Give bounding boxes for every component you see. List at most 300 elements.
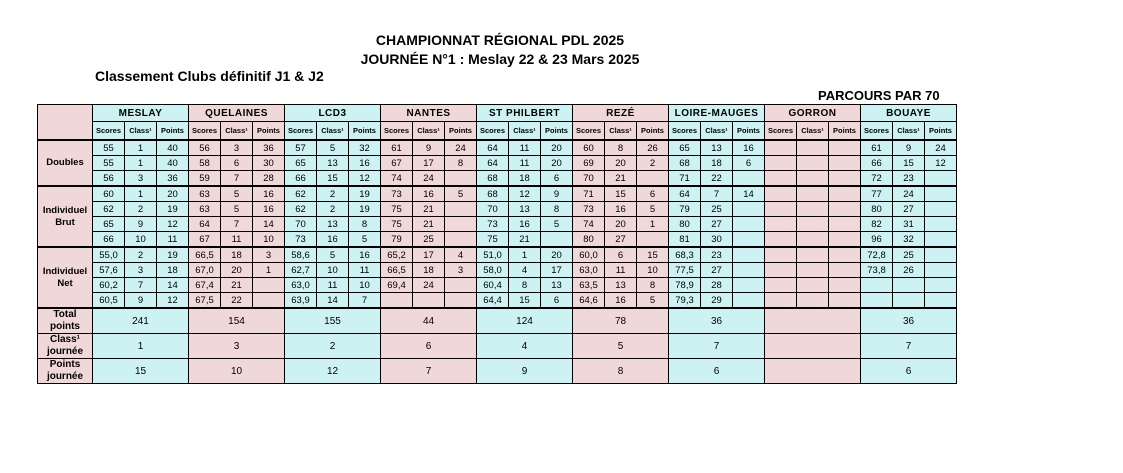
score-cell xyxy=(797,247,829,263)
column-header: Scores xyxy=(669,122,701,141)
score-cell xyxy=(637,232,669,248)
score-cell: 40 xyxy=(157,140,189,156)
score-cell: 10 xyxy=(253,232,285,248)
score-cell: 23 xyxy=(893,171,925,187)
score-cell xyxy=(733,293,765,309)
score-cell: 16 xyxy=(509,217,541,232)
score-cell xyxy=(733,171,765,187)
score-cell: 16 xyxy=(413,186,445,202)
score-cell: 25 xyxy=(893,247,925,263)
score-cell: 27 xyxy=(701,263,733,278)
score-cell: 7 xyxy=(125,278,157,293)
summary-value xyxy=(765,359,861,384)
score-cell: 16 xyxy=(605,202,637,217)
score-cell: 16 xyxy=(349,247,381,263)
score-cell: 28 xyxy=(701,278,733,293)
score-cell: 6 xyxy=(541,293,573,309)
summary-value xyxy=(765,334,861,359)
score-cell: 20 xyxy=(541,140,573,156)
score-cell xyxy=(829,186,861,202)
score-cell: 15 xyxy=(605,186,637,202)
score-cell xyxy=(733,232,765,248)
score-cell: 1 xyxy=(125,140,157,156)
score-cell: 62,7 xyxy=(285,263,317,278)
score-cell: 57 xyxy=(285,140,317,156)
score-cell: 8 xyxy=(509,278,541,293)
summary-value: 7 xyxy=(381,359,477,384)
score-cell: 13 xyxy=(541,278,573,293)
score-cell: 19 xyxy=(157,202,189,217)
score-cell: 71 xyxy=(573,186,605,202)
score-cell: 3 xyxy=(125,263,157,278)
score-cell xyxy=(925,202,957,217)
score-cell: 6 xyxy=(733,156,765,171)
score-cell xyxy=(445,202,477,217)
score-cell: 11 xyxy=(509,140,541,156)
score-cell: 13 xyxy=(317,217,349,232)
column-header: Points xyxy=(157,122,189,141)
score-cell: 5 xyxy=(317,247,349,263)
score-cell: 71 xyxy=(669,171,701,187)
score-cell: 63 xyxy=(189,186,221,202)
score-cell xyxy=(445,171,477,187)
score-cell: 70 xyxy=(573,171,605,187)
score-cell: 16 xyxy=(605,293,637,309)
score-cell: 73,8 xyxy=(861,263,893,278)
column-header: Scores xyxy=(381,122,413,141)
score-cell xyxy=(829,232,861,248)
score-cell: 67 xyxy=(189,232,221,248)
score-cell: 7 xyxy=(701,186,733,202)
score-cell xyxy=(765,232,797,248)
score-cell: 8 xyxy=(349,217,381,232)
score-cell: 30 xyxy=(253,156,285,171)
score-cell xyxy=(829,217,861,232)
column-header: Points xyxy=(253,122,285,141)
summary-value: 5 xyxy=(573,334,669,359)
column-header: Class¹ xyxy=(413,122,445,141)
score-cell: 1 xyxy=(125,186,157,202)
score-cell: 15 xyxy=(317,171,349,187)
score-cell: 21 xyxy=(509,232,541,248)
score-cell: 1 xyxy=(125,156,157,171)
score-cell: 18 xyxy=(221,247,253,263)
score-cell: 21 xyxy=(221,278,253,293)
score-row xyxy=(38,263,957,278)
score-cell: 67 xyxy=(381,156,413,171)
category-label: Individuel Brut xyxy=(38,186,93,247)
score-cell: 24 xyxy=(893,186,925,202)
summary-value: 154 xyxy=(189,308,285,334)
score-cell: 2 xyxy=(125,247,157,263)
score-cell: 68 xyxy=(477,171,509,187)
score-cell xyxy=(893,278,925,293)
score-cell: 6 xyxy=(541,171,573,187)
score-cell: 12 xyxy=(157,217,189,232)
score-cell: 69,4 xyxy=(381,278,413,293)
score-cell: 31 xyxy=(893,217,925,232)
club-header: REZÉ xyxy=(573,105,669,122)
club-header-row xyxy=(38,105,957,122)
score-cell: 67,4 xyxy=(189,278,221,293)
score-cell: 11 xyxy=(605,263,637,278)
score-cell xyxy=(861,293,893,309)
score-cell: 73 xyxy=(285,232,317,248)
summary-value: 36 xyxy=(669,308,765,334)
score-cell: 75 xyxy=(381,217,413,232)
score-cell: 6 xyxy=(605,247,637,263)
score-cell: 62 xyxy=(93,202,125,217)
score-row xyxy=(38,247,957,263)
score-cell: 61 xyxy=(861,140,893,156)
score-cell xyxy=(765,293,797,309)
score-cell: 64 xyxy=(189,217,221,232)
score-cell: 55,0 xyxy=(93,247,125,263)
summary-row xyxy=(38,359,957,384)
score-cell: 7 xyxy=(349,293,381,309)
score-cell: 20 xyxy=(157,186,189,202)
score-cell: 67,0 xyxy=(189,263,221,278)
score-cell: 68 xyxy=(669,156,701,171)
score-row xyxy=(38,202,957,217)
summary-value: 241 xyxy=(93,308,189,334)
club-header: ST PHILBERT xyxy=(477,105,573,122)
score-cell: 63,0 xyxy=(285,278,317,293)
score-cell: 5 xyxy=(349,232,381,248)
score-cell: 5 xyxy=(445,186,477,202)
score-cell: 18 xyxy=(701,156,733,171)
summary-value: 15 xyxy=(93,359,189,384)
score-cell: 15 xyxy=(637,247,669,263)
score-cell xyxy=(445,278,477,293)
club-header: BOUAYE xyxy=(861,105,957,122)
score-cell xyxy=(733,202,765,217)
summary-row xyxy=(38,308,957,334)
score-cell: 80 xyxy=(669,217,701,232)
score-cell: 20 xyxy=(605,217,637,232)
score-cell: 16 xyxy=(253,186,285,202)
ranking-subtitle: Classement Clubs définitif J1 & J2 xyxy=(95,68,324,84)
score-cell: 8 xyxy=(637,278,669,293)
score-cell: 63,9 xyxy=(285,293,317,309)
score-cell: 58 xyxy=(189,156,221,171)
score-cell: 2 xyxy=(125,202,157,217)
score-cell: 14 xyxy=(317,293,349,309)
score-cell: 64 xyxy=(477,156,509,171)
score-cell: 8 xyxy=(445,156,477,171)
score-cell: 66 xyxy=(861,156,893,171)
score-cell: 1 xyxy=(509,247,541,263)
score-cell xyxy=(765,217,797,232)
score-cell: 2 xyxy=(317,202,349,217)
score-cell: 60 xyxy=(573,140,605,156)
score-row xyxy=(38,186,957,202)
summary-label: Total points xyxy=(38,308,93,334)
score-cell xyxy=(445,293,477,309)
column-header: Scores xyxy=(861,122,893,141)
summary-value: 78 xyxy=(573,308,669,334)
score-cell xyxy=(829,263,861,278)
score-cell: 24 xyxy=(445,140,477,156)
summary-value: 1 xyxy=(93,334,189,359)
score-cell: 36 xyxy=(253,140,285,156)
score-cell xyxy=(797,140,829,156)
club-header: MESLAY xyxy=(93,105,189,122)
column-header: Points xyxy=(925,122,957,141)
summary-value: 3 xyxy=(189,334,285,359)
score-cell: 66 xyxy=(93,232,125,248)
column-header: Points xyxy=(829,122,861,141)
score-cell xyxy=(765,202,797,217)
score-cell xyxy=(765,156,797,171)
score-cell: 24 xyxy=(413,171,445,187)
score-cell: 74 xyxy=(381,171,413,187)
summary-value: 155 xyxy=(285,308,381,334)
score-cell: 13 xyxy=(317,156,349,171)
score-cell: 9 xyxy=(413,140,445,156)
score-cell: 21 xyxy=(605,171,637,187)
score-cell: 65 xyxy=(669,140,701,156)
score-cell: 21 xyxy=(413,217,445,232)
score-cell: 66,5 xyxy=(189,247,221,263)
score-cell: 14 xyxy=(253,217,285,232)
score-cell: 57,6 xyxy=(93,263,125,278)
column-header: Class¹ xyxy=(317,122,349,141)
score-cell: 12 xyxy=(509,186,541,202)
score-cell: 63,5 xyxy=(573,278,605,293)
score-cell xyxy=(797,217,829,232)
score-cell: 14 xyxy=(733,186,765,202)
score-cell xyxy=(829,140,861,156)
score-cell: 80 xyxy=(573,232,605,248)
score-cell: 7 xyxy=(221,217,253,232)
score-cell: 3 xyxy=(221,140,253,156)
score-cell xyxy=(925,263,957,278)
score-cell: 11 xyxy=(221,232,253,248)
score-cell: 65 xyxy=(93,217,125,232)
score-cell: 11 xyxy=(157,232,189,248)
column-header: Scores xyxy=(285,122,317,141)
score-cell: 74 xyxy=(573,217,605,232)
score-cell: 27 xyxy=(701,217,733,232)
score-cell: 59 xyxy=(189,171,221,187)
column-header: Class¹ xyxy=(701,122,733,141)
score-cell: 68 xyxy=(477,186,509,202)
score-cell: 6 xyxy=(637,186,669,202)
score-cell xyxy=(733,217,765,232)
score-row xyxy=(38,140,957,156)
score-cell: 73 xyxy=(573,202,605,217)
score-row xyxy=(38,156,957,171)
score-cell: 60,4 xyxy=(477,278,509,293)
column-header: Class¹ xyxy=(893,122,925,141)
score-cell: 27 xyxy=(605,232,637,248)
score-cell: 40 xyxy=(157,156,189,171)
score-cell: 12 xyxy=(349,171,381,187)
score-cell: 12 xyxy=(157,293,189,309)
score-cell: 10 xyxy=(349,278,381,293)
score-cell: 3 xyxy=(445,263,477,278)
summary-label: Class¹ journée xyxy=(38,334,93,359)
score-cell xyxy=(381,293,413,309)
score-cell: 5 xyxy=(637,293,669,309)
score-cell: 5 xyxy=(541,217,573,232)
score-cell: 56 xyxy=(189,140,221,156)
score-cell xyxy=(797,186,829,202)
score-cell: 61 xyxy=(381,140,413,156)
score-cell xyxy=(413,293,445,309)
score-cell: 66,5 xyxy=(381,263,413,278)
score-cell: 18 xyxy=(413,263,445,278)
score-cell: 25 xyxy=(701,202,733,217)
club-header: NANTES xyxy=(381,105,477,122)
score-row xyxy=(38,217,957,232)
score-cell xyxy=(797,171,829,187)
score-cell xyxy=(893,293,925,309)
score-cell: 63,0 xyxy=(573,263,605,278)
score-cell: 20 xyxy=(605,156,637,171)
summary-value: 8 xyxy=(573,359,669,384)
score-cell: 15 xyxy=(509,293,541,309)
score-cell: 51,0 xyxy=(477,247,509,263)
score-cell: 78,9 xyxy=(669,278,701,293)
score-cell: 23 xyxy=(701,247,733,263)
score-cell: 17 xyxy=(413,156,445,171)
score-cell: 75 xyxy=(477,232,509,248)
score-cell xyxy=(797,232,829,248)
score-cell: 5 xyxy=(221,202,253,217)
score-cell: 26 xyxy=(893,263,925,278)
score-cell: 72,8 xyxy=(861,247,893,263)
category-label: Doubles xyxy=(38,140,93,186)
score-cell: 70 xyxy=(285,217,317,232)
score-cell: 79 xyxy=(381,232,413,248)
column-header: Class¹ xyxy=(125,122,157,141)
summary-value xyxy=(765,308,861,334)
score-cell: 5 xyxy=(317,140,349,156)
score-cell: 55 xyxy=(93,156,125,171)
score-cell: 24 xyxy=(413,278,445,293)
score-cell xyxy=(925,217,957,232)
score-cell: 65,2 xyxy=(381,247,413,263)
score-cell: 9 xyxy=(893,140,925,156)
score-cell: 79 xyxy=(669,202,701,217)
score-cell: 82 xyxy=(861,217,893,232)
score-cell: 5 xyxy=(221,186,253,202)
score-cell xyxy=(797,263,829,278)
score-cell: 77 xyxy=(861,186,893,202)
score-cell: 29 xyxy=(701,293,733,309)
score-cell: 63 xyxy=(189,202,221,217)
score-cell: 72 xyxy=(861,171,893,187)
score-cell: 1 xyxy=(253,263,285,278)
score-cell xyxy=(829,202,861,217)
score-cell: 20 xyxy=(541,247,573,263)
score-row xyxy=(38,232,957,248)
column-header: Class¹ xyxy=(605,122,637,141)
score-cell: 67,5 xyxy=(189,293,221,309)
score-cell xyxy=(253,293,285,309)
score-cell xyxy=(797,202,829,217)
score-cell: 6 xyxy=(221,156,253,171)
event-title: JOURNÉE N°1 : Meslay 22 & 23 Mars 2025 xyxy=(360,51,640,67)
score-cell: 10 xyxy=(637,263,669,278)
score-cell xyxy=(797,156,829,171)
score-cell xyxy=(829,293,861,309)
score-cell: 56 xyxy=(93,171,125,187)
score-cell: 75 xyxy=(381,202,413,217)
score-cell: 32 xyxy=(893,232,925,248)
score-cell xyxy=(765,278,797,293)
score-cell: 58,6 xyxy=(285,247,317,263)
score-cell: 16 xyxy=(349,156,381,171)
score-cell: 13 xyxy=(509,202,541,217)
score-cell: 73 xyxy=(477,217,509,232)
summary-value: 10 xyxy=(189,359,285,384)
score-cell xyxy=(925,232,957,248)
score-cell xyxy=(925,171,957,187)
score-cell: 73 xyxy=(381,186,413,202)
column-header: Points xyxy=(733,122,765,141)
score-cell: 16 xyxy=(733,140,765,156)
summary-value: 7 xyxy=(669,334,765,359)
corner-cell xyxy=(38,105,93,141)
score-cell: 62 xyxy=(285,202,317,217)
score-cell xyxy=(445,232,477,248)
score-cell: 7 xyxy=(221,171,253,187)
score-cell: 58,0 xyxy=(477,263,509,278)
score-cell: 2 xyxy=(637,156,669,171)
column-header-row xyxy=(38,122,957,141)
score-cell xyxy=(765,140,797,156)
score-cell: 17 xyxy=(413,247,445,263)
score-cell xyxy=(925,278,957,293)
score-cell: 60,5 xyxy=(93,293,125,309)
score-cell xyxy=(797,293,829,309)
score-cell: 25 xyxy=(413,232,445,248)
score-cell: 3 xyxy=(125,171,157,187)
column-header: Points xyxy=(445,122,477,141)
score-cell xyxy=(861,278,893,293)
score-cell xyxy=(445,217,477,232)
summary-value: 7 xyxy=(861,334,957,359)
score-cell: 22 xyxy=(701,171,733,187)
score-cell: 4 xyxy=(509,263,541,278)
score-cell: 19 xyxy=(157,247,189,263)
score-cell: 20 xyxy=(221,263,253,278)
score-cell: 26 xyxy=(637,140,669,156)
summary-row xyxy=(38,334,957,359)
score-cell: 5 xyxy=(637,202,669,217)
column-header: Scores xyxy=(765,122,797,141)
club-header: GORRON xyxy=(765,105,861,122)
score-cell: 60 xyxy=(93,186,125,202)
score-cell xyxy=(829,247,861,263)
score-cell: 14 xyxy=(157,278,189,293)
score-cell: 18 xyxy=(157,263,189,278)
score-cell: 55 xyxy=(93,140,125,156)
column-header: Class¹ xyxy=(221,122,253,141)
score-cell xyxy=(829,156,861,171)
score-row xyxy=(38,278,957,293)
score-cell xyxy=(733,278,765,293)
category-label: Individuel Net xyxy=(38,247,93,308)
summary-value: 9 xyxy=(477,359,573,384)
column-header: Scores xyxy=(573,122,605,141)
summary-value: 36 xyxy=(861,308,957,334)
club-header: LCD3 xyxy=(285,105,381,122)
score-cell: 96 xyxy=(861,232,893,248)
